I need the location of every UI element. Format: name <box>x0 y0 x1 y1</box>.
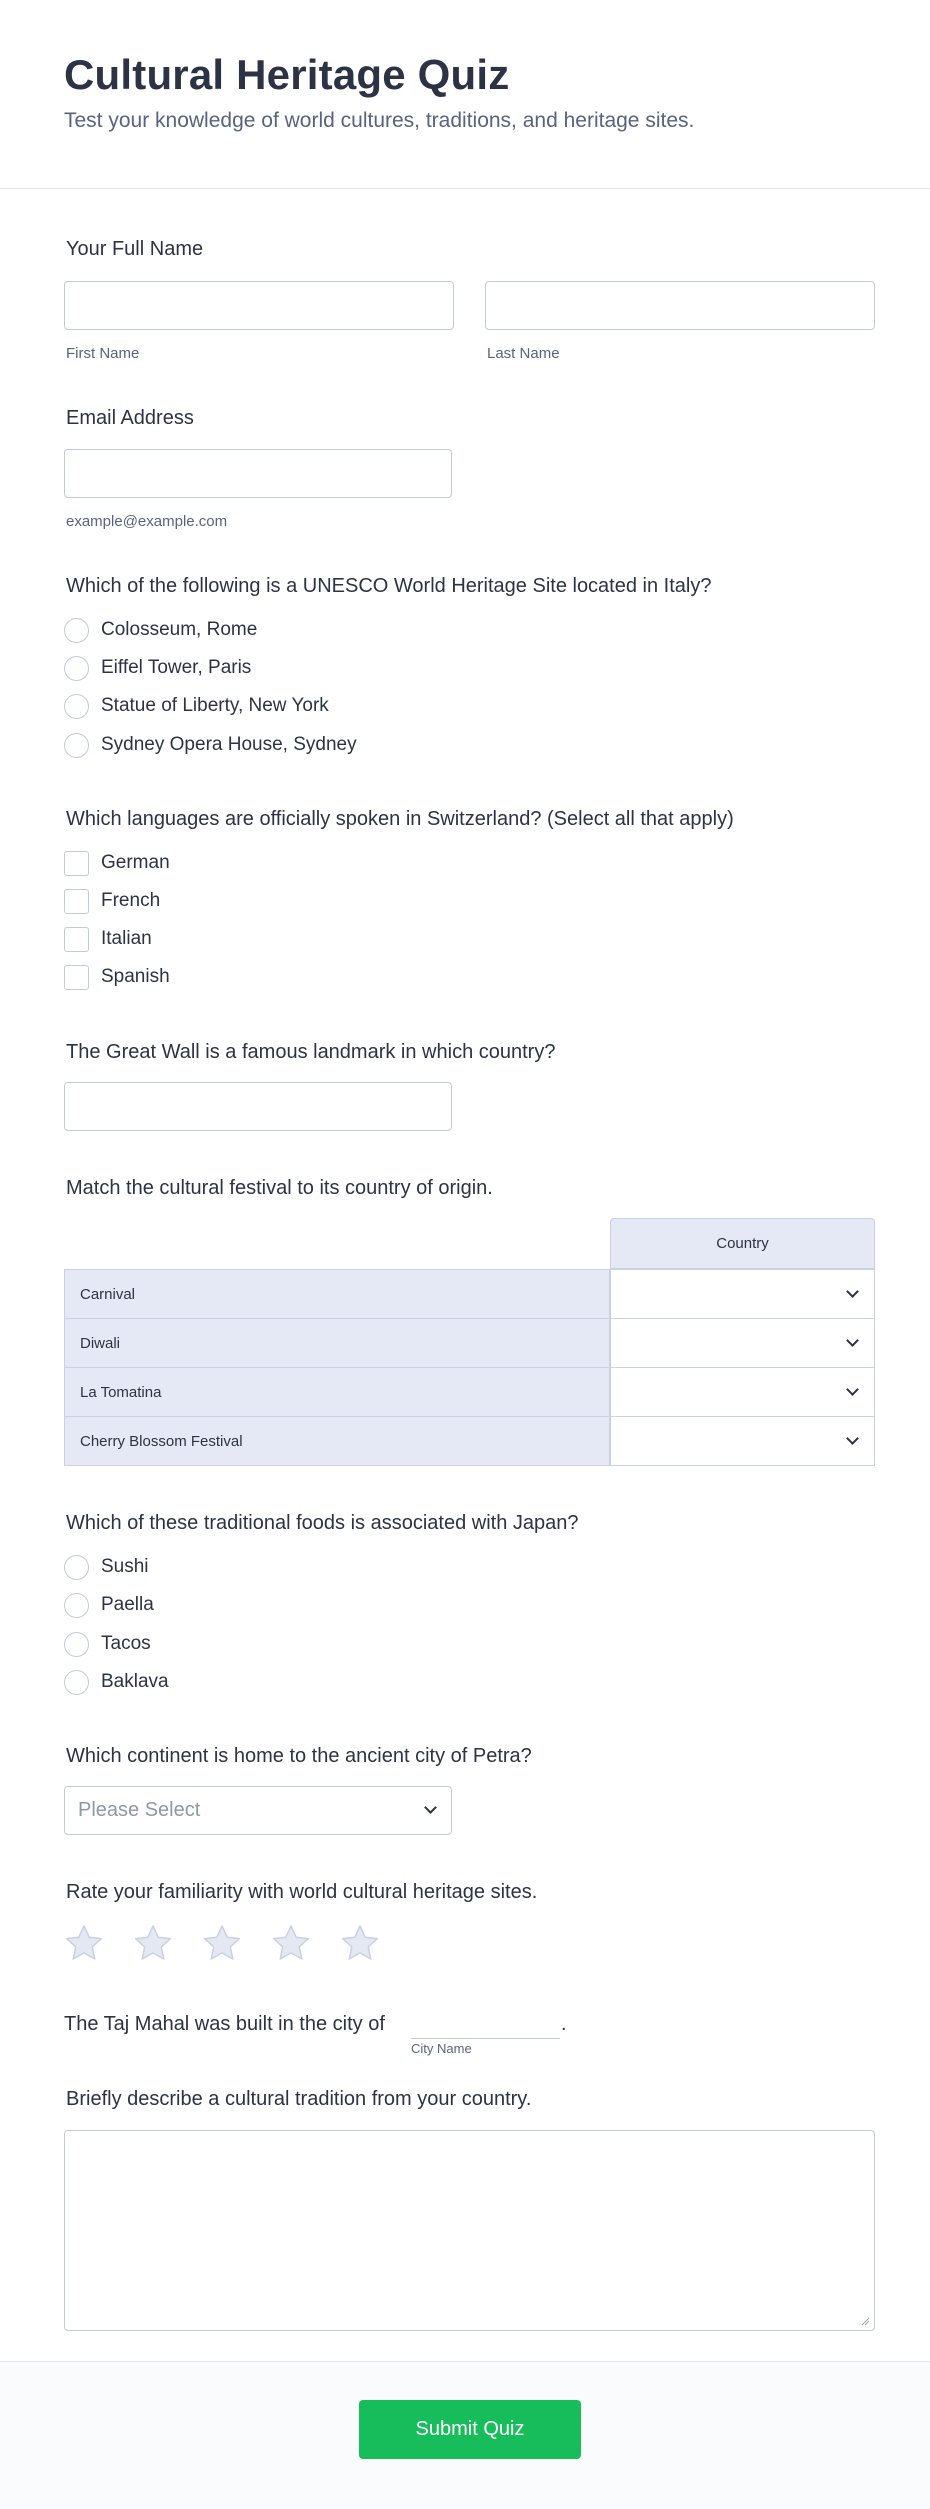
radio-button[interactable] <box>64 1670 89 1695</box>
radio-button[interactable] <box>64 656 89 681</box>
food-question-label: Which of these traditional foods is associated with Japan? <box>66 1512 579 1534</box>
star-icon[interactable] <box>64 1923 104 1963</box>
option-label: Sushi <box>101 1556 149 1577</box>
first-name-input[interactable] <box>64 281 454 330</box>
great-wall-question-label: The Great Wall is a famous landmark in which country? <box>66 1041 556 1063</box>
unesco-option[interactable] <box>64 692 329 720</box>
country-dropdown[interactable] <box>610 1367 875 1417</box>
option-label: Spanish <box>101 966 170 987</box>
radio-button[interactable] <box>64 618 89 643</box>
resize-grip-icon[interactable] <box>860 2316 870 2326</box>
matrix-row-label: Diwali <box>64 1318 610 1368</box>
form-title: Cultural Heritage Quiz <box>64 51 510 98</box>
chevron-down-icon <box>846 1432 859 1445</box>
unesco-question-label: Which of the following is a UNESCO World Heritage Site located in Italy? <box>66 575 712 597</box>
option-label: German <box>101 852 170 873</box>
country-dropdown[interactable] <box>610 1269 875 1319</box>
submit-button[interactable]: Submit Quiz <box>359 2400 581 2459</box>
star-icon[interactable] <box>202 1923 242 1963</box>
checkbox[interactable] <box>64 927 89 952</box>
petra-question-label: Which continent is home to the ancient city of Petra? <box>66 1745 532 1767</box>
language-option[interactable] <box>64 963 170 991</box>
chevron-down-icon <box>846 1383 859 1396</box>
unesco-option[interactable] <box>64 616 257 644</box>
option-label: Italian <box>101 928 152 949</box>
food-option[interactable] <box>64 1630 151 1658</box>
select-placeholder: Please Select <box>78 1799 201 1821</box>
last-name-sublabel: Last Name <box>487 345 560 362</box>
food-option[interactable] <box>64 1591 154 1619</box>
option-label: Colosseum, Rome <box>101 619 258 640</box>
matrix-row-label: Cherry Blossom Festival <box>64 1416 610 1466</box>
email-label: Email Address <box>66 407 194 429</box>
taj-question-text: The Taj Mahal was built in the city of <box>64 2013 385 2035</box>
chevron-down-icon <box>424 1801 437 1814</box>
checkbox[interactable] <box>64 965 89 990</box>
country-dropdown[interactable] <box>610 1416 875 1466</box>
email-input[interactable] <box>64 449 452 498</box>
festival-question-label: Match the cultural festival to its country of origin. <box>66 1177 493 1199</box>
city-name-sublabel: City Name <box>411 2041 472 2056</box>
full-name-label: Your Full Name <box>66 238 204 260</box>
radio-button[interactable] <box>64 1632 89 1657</box>
unesco-option[interactable] <box>64 654 251 682</box>
chevron-down-icon <box>846 1285 859 1298</box>
matrix-row <box>64 1367 875 1417</box>
chevron-down-icon <box>846 1334 859 1347</box>
last-name-input[interactable] <box>485 281 875 330</box>
option-label: Statue of Liberty, New York <box>101 695 329 716</box>
great-wall-input[interactable] <box>64 1082 452 1131</box>
option-label: French <box>101 890 161 911</box>
matrix-row <box>64 1269 875 1319</box>
matrix-row <box>64 1318 875 1368</box>
radio-button[interactable] <box>64 1593 89 1618</box>
radio-button[interactable] <box>64 1555 89 1580</box>
matrix-row-label: La Tomatina <box>64 1367 610 1417</box>
language-option[interactable] <box>64 925 152 953</box>
form-header <box>0 0 930 189</box>
checkbox[interactable] <box>64 851 89 876</box>
city-name-input[interactable] <box>411 2013 560 2039</box>
tradition-question-label: Briefly describe a cultural tradition from your country. <box>66 2088 532 2110</box>
email-sublabel: example@example.com <box>66 513 228 530</box>
checkbox[interactable] <box>64 889 89 914</box>
option-label: Baklava <box>101 1671 169 1692</box>
matrix-column-header: Country <box>610 1218 875 1269</box>
option-label: Paella <box>101 1594 154 1615</box>
languages-question-label: Which languages are officially spoken in Switzerland? (Select all that apply) <box>66 808 734 830</box>
first-name-sublabel: First Name <box>66 345 140 362</box>
star-rating <box>64 1923 409 1963</box>
continent-select[interactable] <box>64 1786 452 1835</box>
unesco-option[interactable] <box>64 731 357 759</box>
radio-button[interactable] <box>64 733 89 758</box>
country-dropdown[interactable] <box>610 1318 875 1368</box>
food-option[interactable] <box>64 1668 169 1696</box>
star-icon[interactable] <box>271 1923 311 1963</box>
tradition-textarea[interactable] <box>64 2130 875 2331</box>
star-icon[interactable] <box>133 1923 173 1963</box>
matrix-row-label: Carnival <box>64 1269 610 1319</box>
radio-button[interactable] <box>64 694 89 719</box>
taj-question-suffix: . <box>561 2013 567 2035</box>
food-option[interactable] <box>64 1553 149 1581</box>
rating-question-label: Rate your familiarity with world cultural heritage sites. <box>66 1881 538 1903</box>
option-label: Eiffel Tower, Paris <box>101 657 252 678</box>
option-label: Tacos <box>101 1633 151 1654</box>
language-option[interactable] <box>64 887 160 915</box>
language-option[interactable] <box>64 849 170 877</box>
option-label: Sydney Opera House, Sydney <box>101 734 357 755</box>
star-icon[interactable] <box>340 1923 380 1963</box>
matrix-row <box>64 1416 875 1466</box>
form-subtitle: Test your knowledge of world cultures, traditions, and heritage sites. <box>64 109 695 132</box>
